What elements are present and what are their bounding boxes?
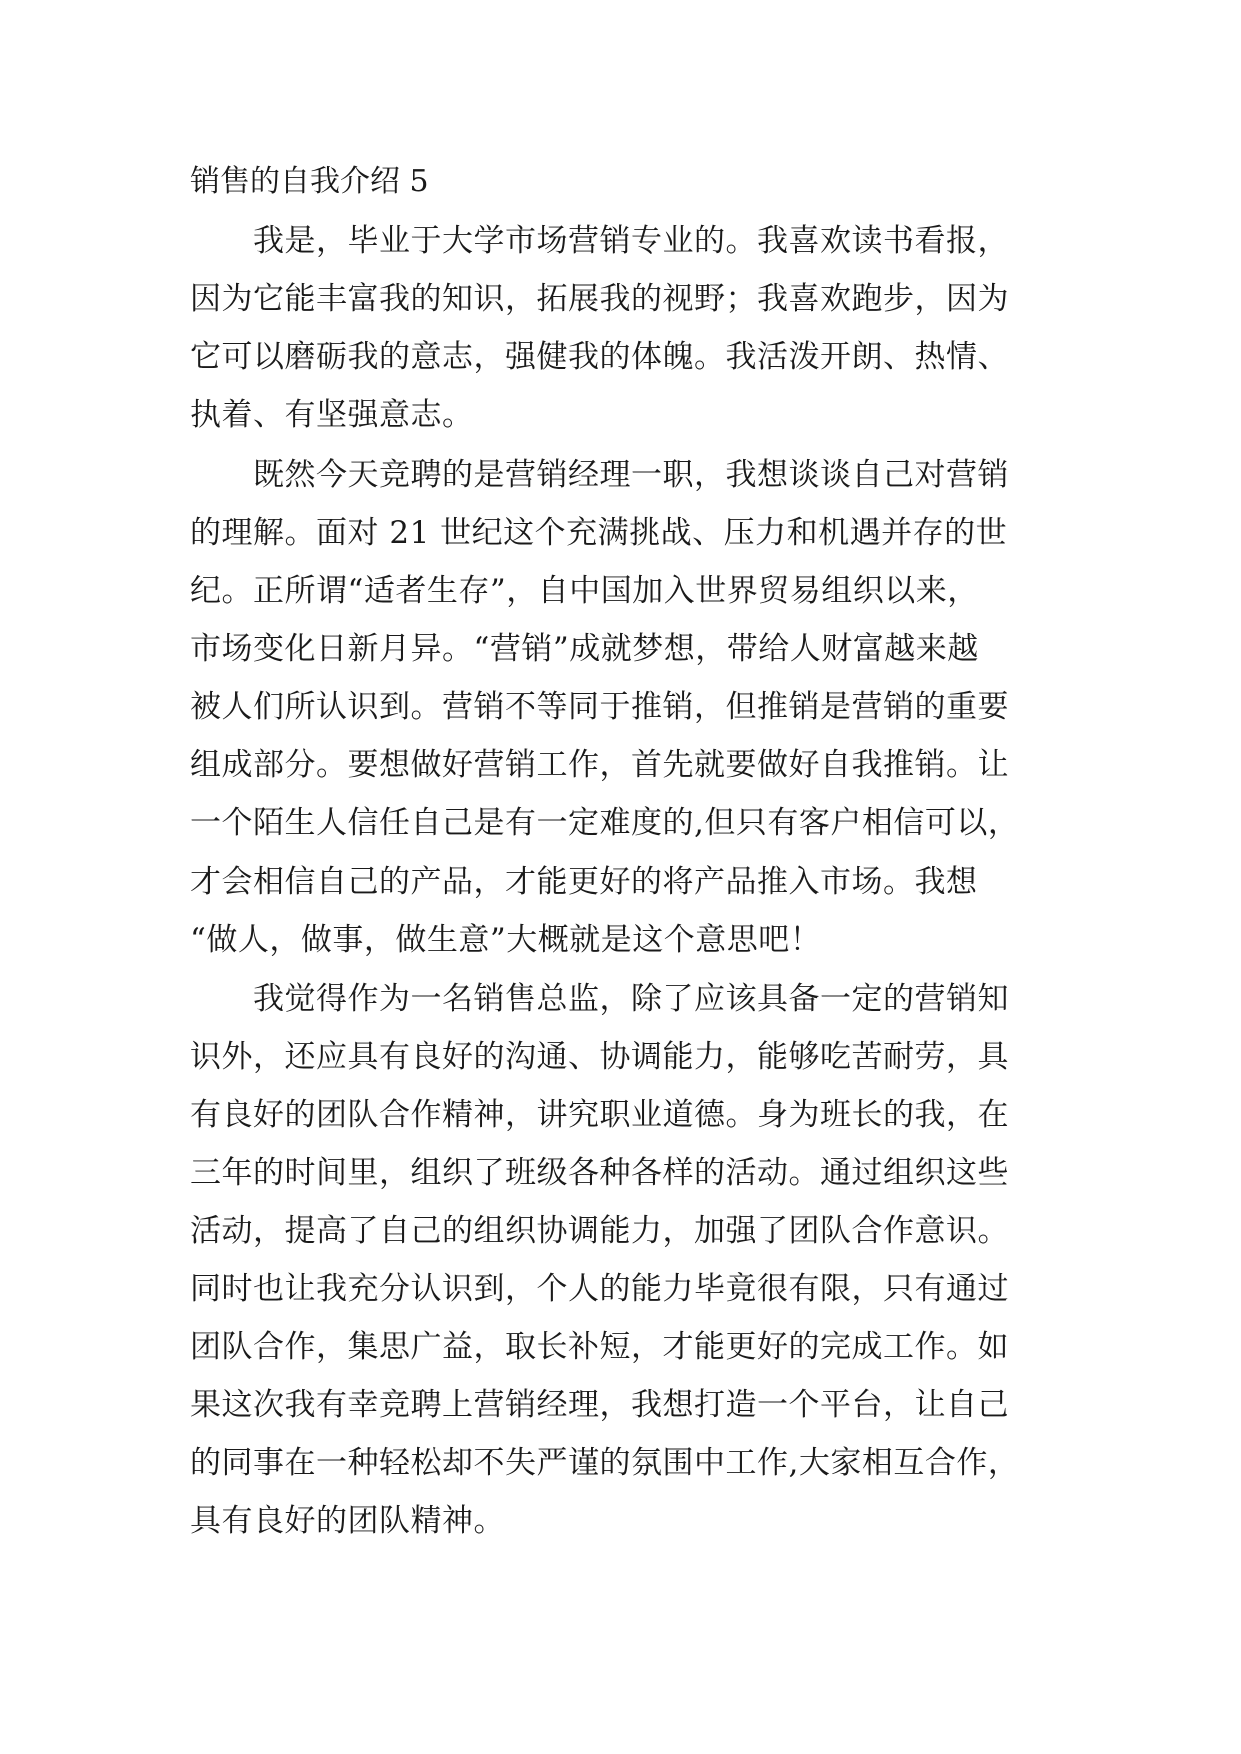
text-line: 纪。正所谓“适者生存”，自中国加入世界贸易组织以来， [190,573,979,609]
text-line: 同时也让我充分认识到，个人的能力毕竟很有限，只有通过 [190,1271,1009,1307]
text-line: 的同事在一种轻松却不失严谨的氛围中工作,大家相互合作， [190,1445,1020,1481]
text-line: 团队合作，集思广益，取长补短，才能更好的完成工作。如 [190,1329,1009,1365]
text-line: 组成部分。要想做好营销工作，首先就要做好自我推销。让 [190,747,1009,783]
text-line: 有良好的团队合作精神，讲究职业道德。身为班长的我，在 [190,1097,1009,1133]
text-line: 被人们所认识到。营销不等同于推销，但推销是营销的重要 [190,689,1009,725]
text-line: 活动，提高了自己的组织协调能力，加强了团队合作意识。 [190,1213,1009,1249]
text-line: 识外，还应具有良好的沟通、协调能力，能够吃苦耐劳，具 [190,1039,1009,1075]
text-line: 我是，毕业于大学市场营销专业的。我喜欢读书看报， [190,223,1009,259]
text-line: 执着、有坚强意志。 [190,397,474,433]
document-title: 销售的自我介绍 5 [190,164,429,199]
text-line: 它可以磨砺我的意志，强健我的体魄。我活泼开朗、热情、 [190,339,1009,375]
text-line: 既然今天竞聘的是营销经理一职，我想谈谈自己对营销 [190,457,1009,493]
text-line: 三年的时间里，组织了班级各种各样的活动。通过组织这些 [190,1155,1009,1191]
text-line: 的理解。面对 21 世纪这个充满挑战、压力和机遇并存的世 [190,515,1008,551]
text-line: “做人，做事，做生意”大概就是这个意思吧！ [190,922,822,958]
text-line: 我觉得作为一名销售总监，除了应该具备一定的营销知 [190,981,1009,1017]
text-line: 具有良好的团队精神。 [190,1503,505,1539]
text-line: 才会相信自己的产品，才能更好的将产品推入市场。我想 [190,864,978,900]
text-line: 市场变化日新月异。“营销”成就梦想，带给人财富越来越 [190,631,979,667]
text-line: 因为它能丰富我的知识，拓展我的视野；我喜欢跑步，因为 [190,281,1009,317]
text-line: 果这次我有幸竞聘上营销经理，我想打造一个平台，让自己 [190,1387,1009,1423]
text-line: 一个陌生人信任自己是有一定难度的,但只有客户相信可以， [190,805,1020,841]
